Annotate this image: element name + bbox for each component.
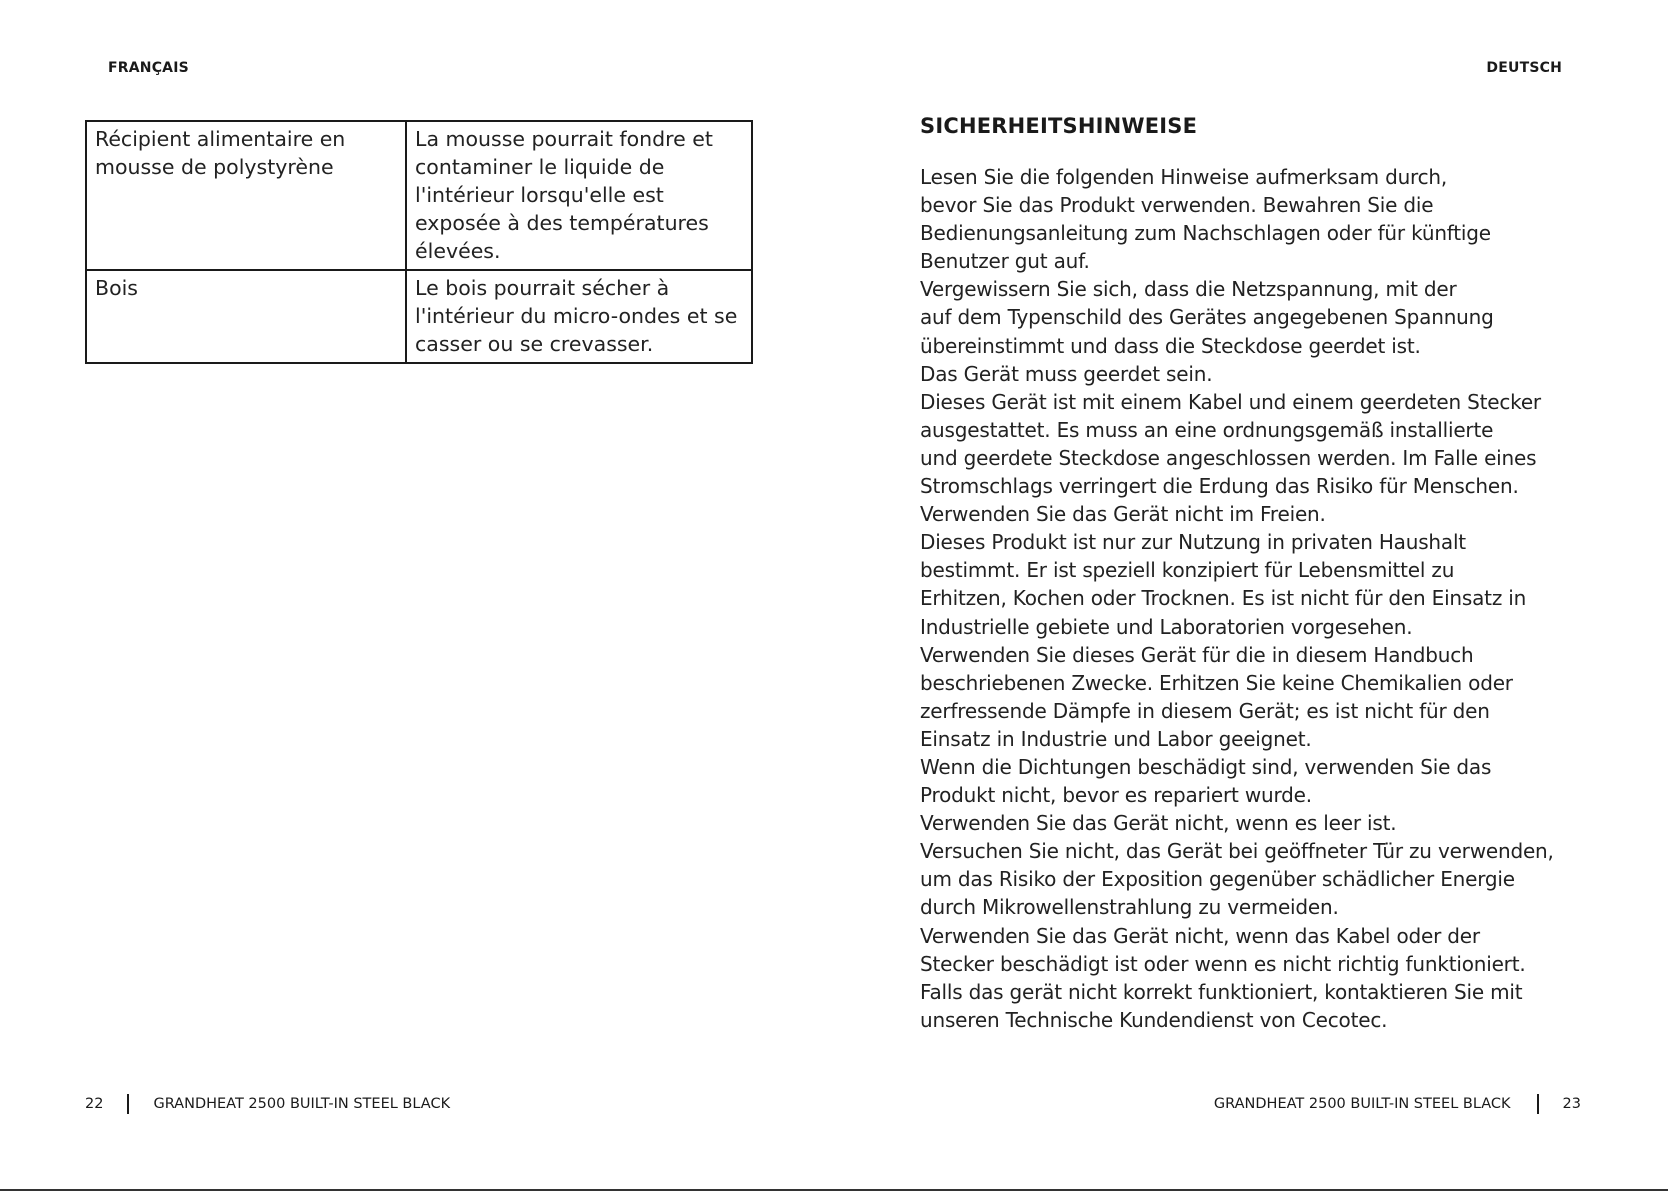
table-row [86,121,752,270]
text-line: Einsatz in Industrie und Labor geeignet. [920,726,1312,751]
text-line: Benutzer gut auf. [920,249,1090,274]
text-line: Produkt nicht, bevor es repariert wurde. [920,783,1312,808]
page-footer-left [85,1094,450,1114]
right-page [834,0,1668,1192]
text-line: Wenn die Dichtungen beschädigt sind, verwenden Sie das [920,754,1492,779]
text-line: ausgestattet. Es muss an eine ordnungsgemäß installierte [920,417,1494,442]
text-line: Falls das gerät nicht korrekt funktioniert, kontaktieren Sie mit [920,979,1523,1004]
text-line: Verwenden Sie das Gerät nicht, wenn das Kabel oder der [920,923,1480,948]
page-number: 23 [1562,1096,1581,1112]
product-name: GRANDHEAT 2500 BUILT-IN STEEL BLACK [153,1096,451,1112]
text-line: zerfressende Dämpfe in diesem Gerät; es ist nicht für den [920,698,1490,723]
language-header-german: DEUTSCH [1486,60,1562,76]
text-line: Vergewissern Sie sich, dass die Netzspannung, mit der [920,277,1457,302]
text-line: Stromschlags verringert die Erdung das Risiko für Menschen. [920,474,1519,499]
material-cell: Bois [86,270,406,363]
text-line: um das Risiko der Exposition gegenüber schädlicher Energie [920,867,1515,892]
materials-table [85,120,753,364]
text-line: Verwenden Sie dieses Gerät für die in diesem Handbuch [920,642,1474,667]
bottom-divider [0,1189,1668,1191]
reason-cell: La mousse pourrait fondre et contaminer le liquide de l'intérieur lorsqu'elle est exposée à des températures élevées. [406,121,752,270]
text-line: beschriebenen Zwecke. Erhitzen Sie keine Chemikalien oder [920,670,1513,695]
text-line: Erhitzen, Kochen oder Trocknen. Es ist nicht für den Einsatz in [920,586,1527,611]
text-line: durch Mikrowellenstrahlung zu vermeiden. [920,895,1339,920]
text-line: und geerdete Steckdose angeschlossen werden. Im Falle eines [920,445,1537,470]
text-line: auf dem Typenschild des Gerätes angegebenen Spannung [920,305,1494,330]
text-line: unseren Technische Kundendienst von Cecotec. [920,1007,1388,1032]
text-line: Industrielle gebiete und Laboratorien vorgesehen. [920,614,1413,639]
reason-cell: Le bois pourrait sécher à l'intérieur du micro-ondes et se casser ou se crevasser. [406,270,752,363]
footer-separator [127,1094,129,1114]
page-number: 22 [85,1096,104,1112]
footer-separator [1537,1094,1539,1114]
text-line: Das Gerät muss geerdet sein. [920,361,1213,386]
text-line: Stecker beschädigt ist oder wenn es nicht richtig funktioniert. [920,951,1526,976]
text-line: übereinstimmt und dass die Steckdose geerdet ist. [920,333,1421,358]
text-line: Dieses Gerät ist mit einem Kabel und einem geerdeten Stecker [920,389,1541,414]
text-line: bevor Sie das Produkt verwenden. Bewahren Sie die [920,193,1434,218]
text-line: bestimmt. Er ist speziell konzipiert für Lebensmittel zu [920,558,1455,583]
text-line: Verwenden Sie das Gerät nicht, wenn es leer ist. [920,811,1397,836]
product-name: GRANDHEAT 2500 BUILT-IN STEEL BLACK [1213,1096,1511,1112]
table-row [86,270,752,363]
material-cell: Récipient alimentaire en mousse de polystyrène [86,121,406,270]
language-header-french: FRANÇAIS [108,60,189,76]
page-footer-right [1214,1094,1581,1114]
text-line: Versuchen Sie nicht, das Gerät bei geöffneter Tür zu verwenden, [920,839,1554,864]
safety-instructions-text [920,163,1620,1034]
text-line: Verwenden Sie das Gerät nicht im Freien. [920,502,1326,527]
section-title: SICHERHEITSHINWEISE [920,114,1198,138]
text-line: Dieses Produkt ist nur zur Nutzung in privaten Haushalt [920,530,1466,555]
text-line: Lesen Sie die folgenden Hinweise aufmerksam durch, [920,165,1448,189]
text-line: Bedienungsanleitung zum Nachschlagen oder für künftige [920,221,1491,246]
